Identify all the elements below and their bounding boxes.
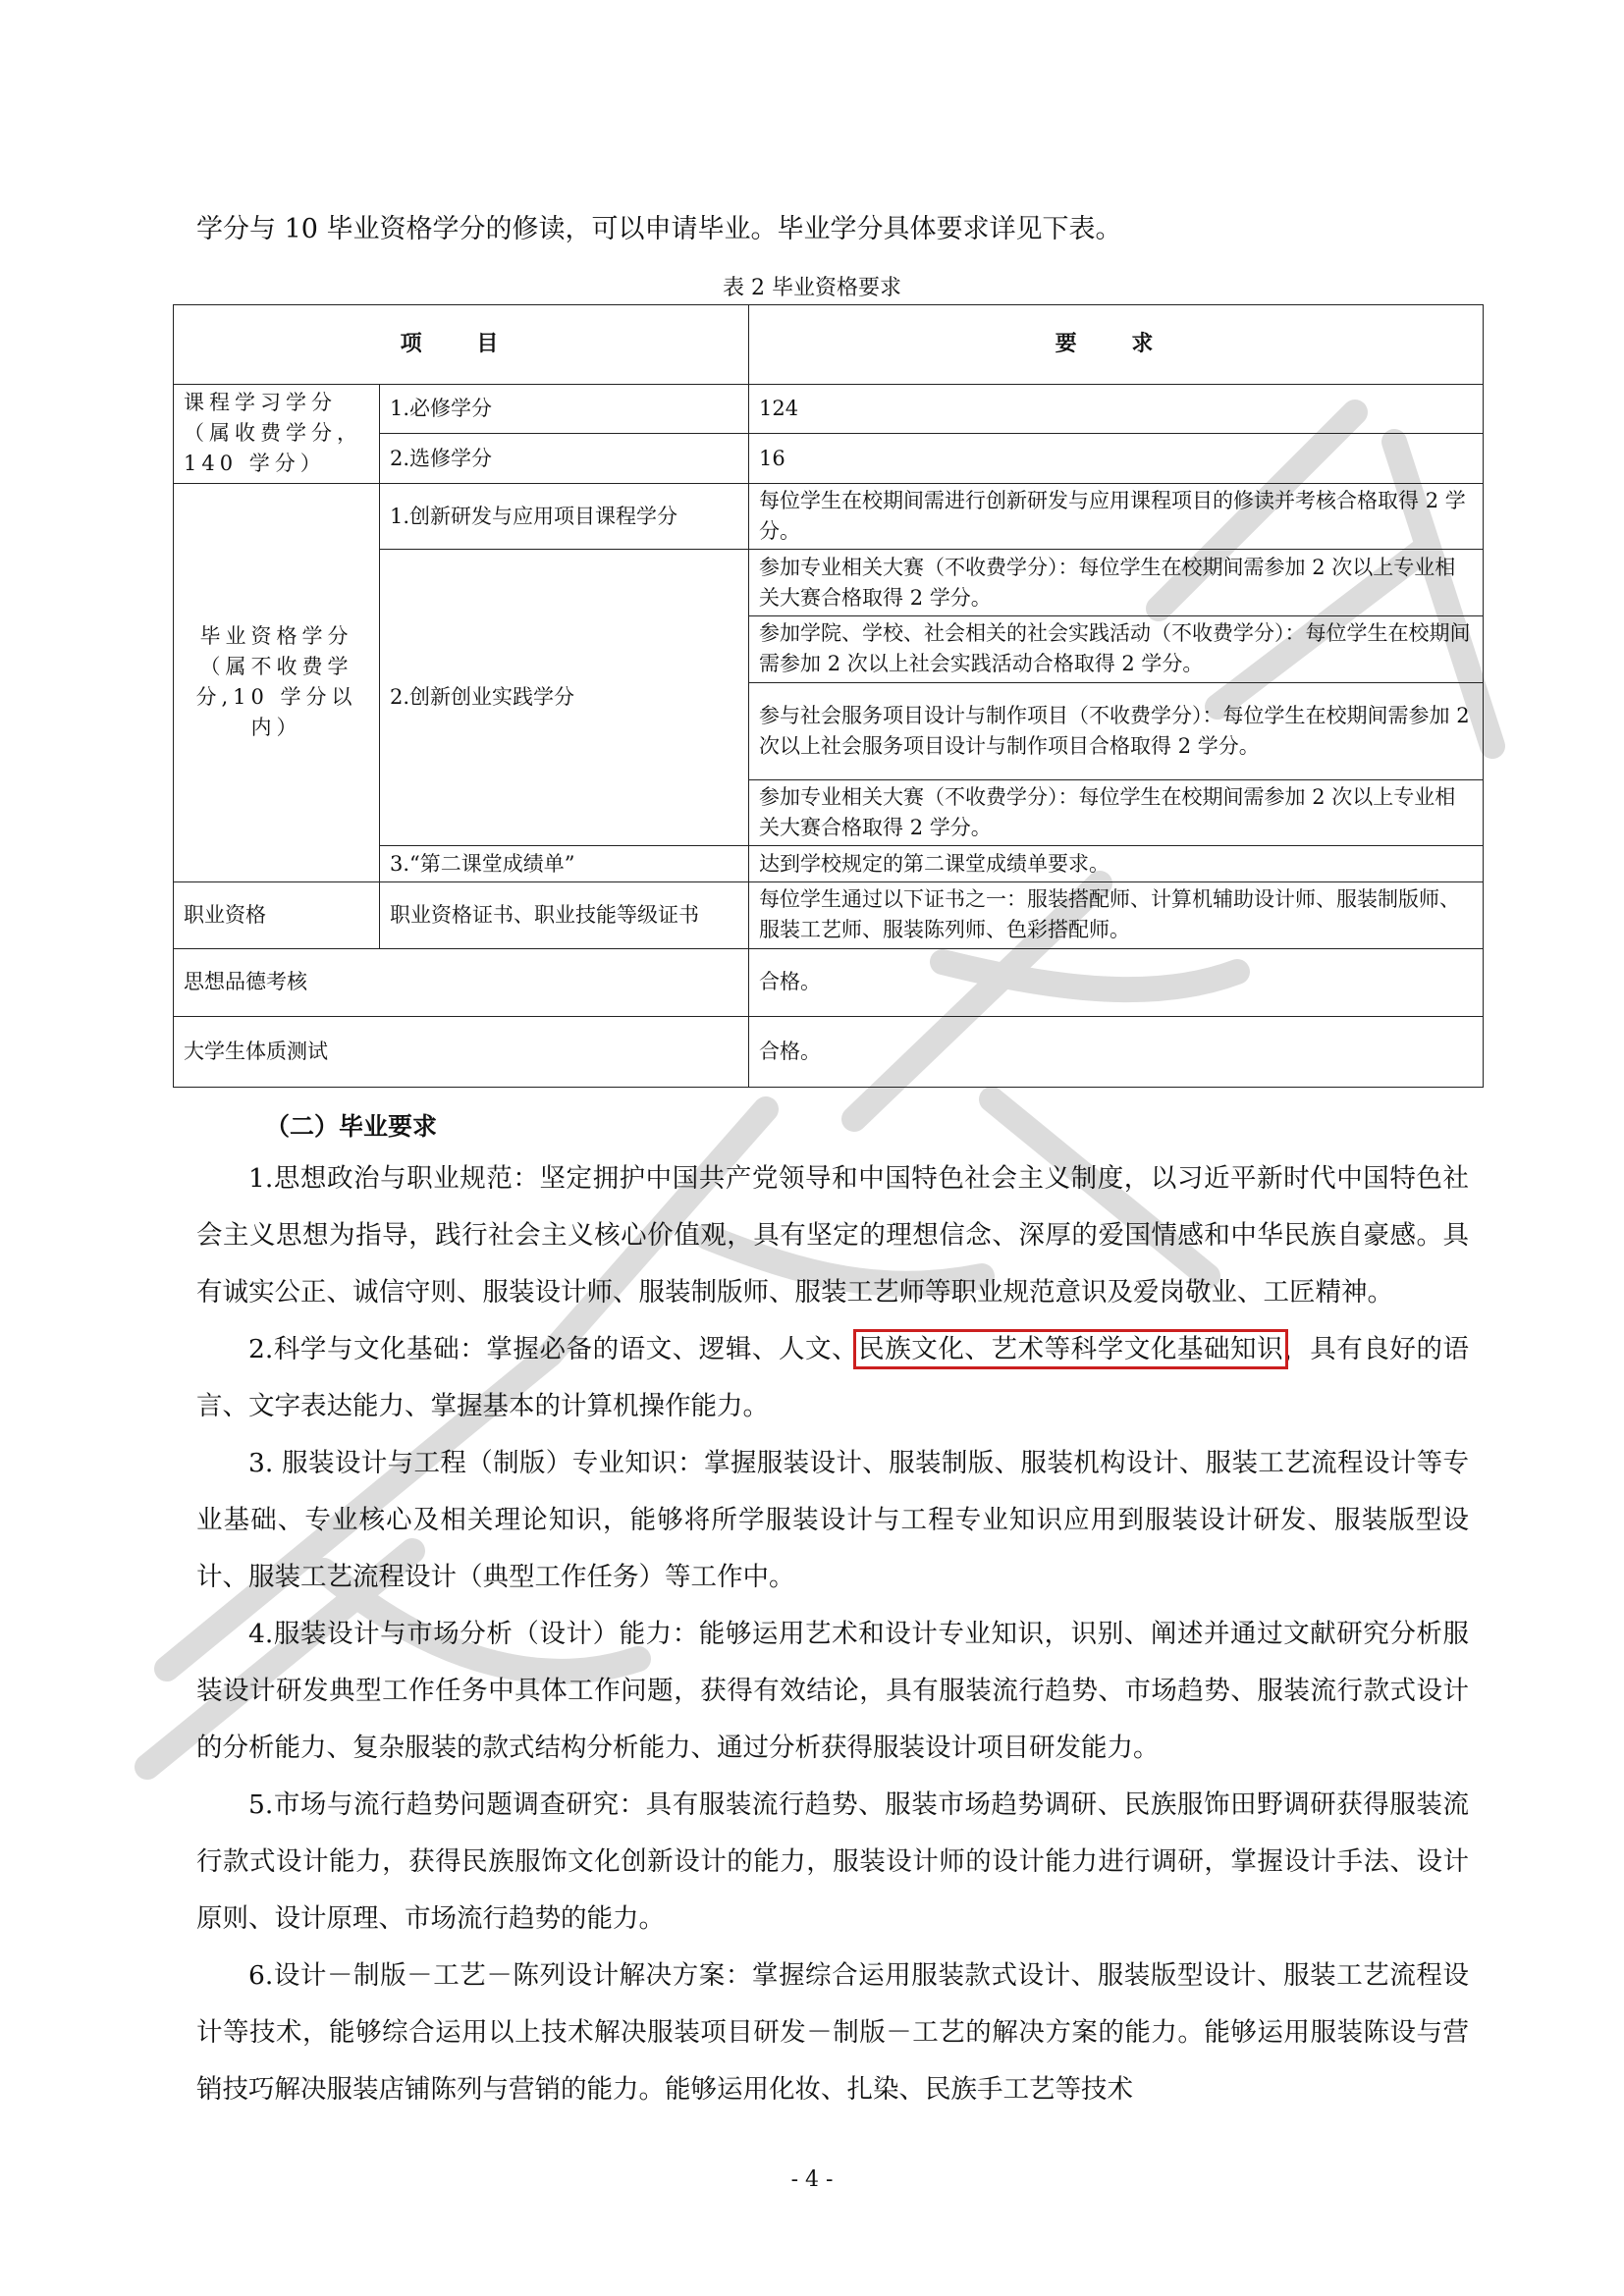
required-credit-value: 124 <box>749 384 1484 434</box>
highlighted-phrase: 民族文化、艺术等科学文化基础知识 <box>858 1334 1284 1364</box>
fitness-requirement: 合格。 <box>749 1017 1484 1088</box>
table-row <box>174 384 1484 434</box>
fitness-label: 大学生体质测试 <box>174 1017 749 1088</box>
elective-credit-value: 16 <box>749 434 1484 484</box>
innovation-project-label: 1.创新研发与应用项目课程学分 <box>380 483 749 550</box>
paragraph-2-end: ，具有良好的语言、文字表达能力、掌握基本的计算机操作能力。 <box>196 1334 1470 1421</box>
table-row <box>174 1017 1484 1088</box>
practice-requirement-3: 参与社会服务项目设计与制作项目（不收费学分）：每位学生在校期间需参加 2 次以上社会服务项目设计与制作项目合格取得 2 学分。 <box>749 682 1484 779</box>
paragraph-2-start: 2.科学与文化基础：掌握必备的语文、逻辑、人文、 <box>248 1334 859 1364</box>
second-class-label: 3.“第二课堂成绩单” <box>380 846 749 881</box>
moral-label: 思想品德考核 <box>174 948 749 1017</box>
header-item: 项 目 <box>174 305 749 385</box>
paragraph-1: 1.思想政治与职业规范：坚定拥护中国共产党领导和中国特色社会主义制度，以习近平新时代中国特色社会主义思想为指导，践行社会主义核心价值观，具有坚定的理想信念、深厚的爱国情感和中华民族自豪感。具有诚实公正、诚信守则、服装设计师、服装制版师、服装工艺师等职业规范意识及爱岗敬业、工匠精神。 <box>196 1163 1469 1308</box>
table-row <box>174 483 1484 550</box>
page-number: - 4 - <box>790 2167 834 2192</box>
practice-label: 2.创新创业实践学分 <box>380 550 749 846</box>
table-header-row <box>174 305 1484 385</box>
innovation-project-requirement: 每位学生在校期间需进行创新研发与应用课程项目的修读并考核合格取得 2 学分。 <box>749 483 1484 550</box>
graduation-requirements-table <box>173 304 1484 1088</box>
elective-credit-label: 2.选修学分 <box>380 434 749 484</box>
practice-requirement-4: 参加专业相关大赛（不收费学分）：每位学生在校期间需参加 2 次以上专业相关大赛合格取得 2 学分。 <box>749 779 1484 846</box>
paragraph-2 <box>196 1321 1469 1435</box>
section-heading: （二）毕业要求 <box>265 1112 438 1141</box>
graduation-requirements-body <box>196 1150 1469 2118</box>
table-row <box>174 948 1484 1017</box>
practice-requirement-2: 参加学院、学校、社会相关的社会实践活动（不收费学分）：每位学生在校期间需参加 2 次以上社会实践活动合格取得 2 学分。 <box>749 616 1484 683</box>
paragraph-3: 3. 服装设计与工程（制版）专业知识：掌握服装设计、服装制版、服装机构设计、服装工艺流程设计等专业基础、专业核心及相关理论知识，能够将所学服装设计与工程专业知识应用到服装设计研发、服装版型设计、服装工艺流程设计（典型工作任务）等工作中。 <box>196 1448 1469 1592</box>
required-credit-label: 1.必修学分 <box>380 384 749 434</box>
course-credit-label: 课程学习学分（属收费学分，140 学分） <box>174 384 380 483</box>
paragraph-4: 4.服装设计与市场分析（设计）能力：能够运用艺术和设计专业知识，识别、阐述并通过文献研究分析服装设计研发典型工作任务中具体工作问题，获得有效结论，具有服装流行趋势、市场趋势、服装流行款式设计的分析能力、复杂服装的款式结构分析能力、通过分析获得服装设计项目研发能力。 <box>196 1619 1469 1763</box>
practice-requirement-1: 参加专业相关大赛（不收费学分）：每位学生在校期间需参加 2 次以上专业相关大赛合格取得 2 学分。 <box>749 550 1484 616</box>
vocational-item: 职业资格证书、职业技能等级证书 <box>380 881 749 948</box>
second-class-requirement: 达到学校规定的第二课堂成绩单要求。 <box>749 846 1484 881</box>
grad-credit-label: 毕业资格学分（属不收费学分,10 学分以内） <box>174 483 380 881</box>
paragraph-5: 5.市场与流行趋势问题调查研究：具有服装流行趋势、服装市场趋势调研、民族服饰田野调研获得服装流行款式设计能力，获得民族服饰文化创新设计的能力，服装设计师的设计能力进行调研，掌握设计手法、设计原则、设计原理、市场流行趋势的能力。 <box>196 1789 1469 1934</box>
vocational-label: 职业资格 <box>174 881 380 948</box>
vocational-requirement: 每位学生通过以下证书之一：服装搭配师、计算机辅助设计师、服装制版师、服装工艺师、服装陈列师、色彩搭配师。 <box>749 881 1484 948</box>
paragraph-6: 6.设计－制版－工艺－陈列设计解决方案：掌握综合运用服装款式设计、服装版型设计、服装工艺流程设计等技术，能够综合运用以上技术解决服装项目研发－制版－工艺的解决方案的能力。能够运用服装陈设与营销技巧解决服装店铺陈列与营销的能力。能够运用化妆、扎染、民族手工艺等技术 <box>196 1960 1469 2105</box>
intro-line: 学分与 10 毕业资格学分的修读，可以申请毕业。毕业学分具体要求详见下表。 <box>196 214 1122 244</box>
table-row <box>174 881 1484 948</box>
header-requirement: 要 求 <box>749 305 1484 385</box>
table-caption: 表 2 毕业资格要求 <box>723 276 901 300</box>
moral-requirement: 合格。 <box>749 948 1484 1017</box>
